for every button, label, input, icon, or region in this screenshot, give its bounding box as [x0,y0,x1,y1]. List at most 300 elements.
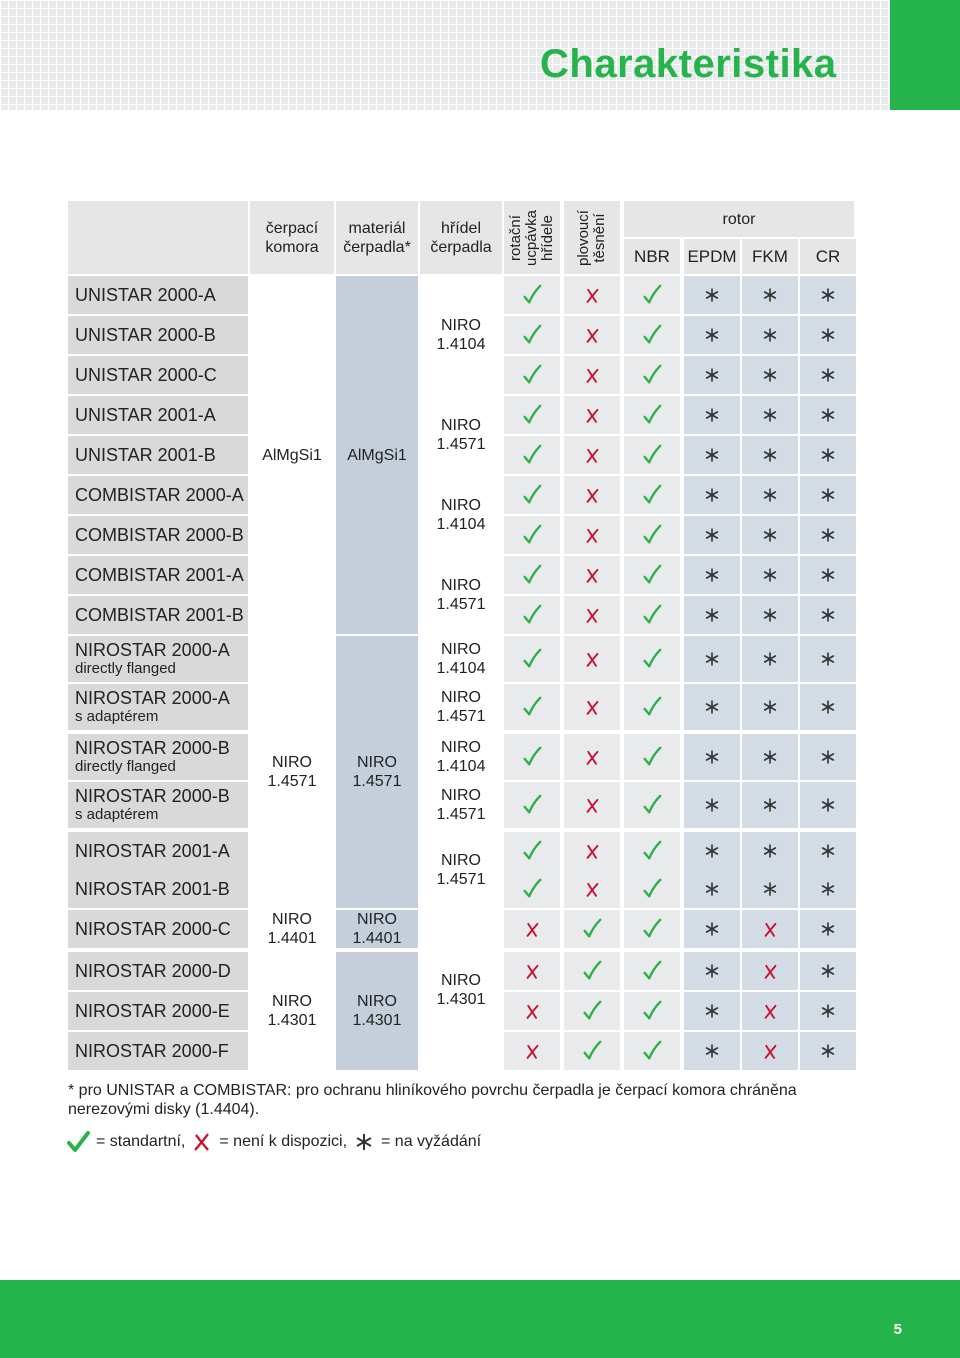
material-value: NIRO 1.4401 [352,911,402,947]
symbol-cell [504,952,560,990]
symbol-cell [564,636,620,682]
cross-icon [762,962,779,981]
star-icon [704,607,720,623]
row-name-text: COMBISTAR 2001-A [75,565,244,585]
header-cr-label: CR [815,247,841,266]
symbol-cell [684,870,740,908]
header-green-block [890,0,960,110]
symbol-cell [504,684,560,730]
symbol-cell [624,396,680,434]
symbol-cell [684,952,740,990]
row-name-text: NIROSTAR 2000-B [75,738,230,758]
row-name-text: UNISTAR 2000-B [75,325,216,345]
check-icon [581,1039,603,1063]
star-icon [762,327,778,343]
symbol-cell [624,276,680,314]
header-material-label: materiál čerpadla* [343,219,411,256]
symbol-cell [800,316,856,354]
symbol-cell [742,952,798,990]
row-name-text: UNISTAR 2000-C [75,365,217,385]
symbol-cell [742,516,798,554]
symbol-cell [742,782,798,828]
star-icon [820,963,836,979]
symbol-cell [684,276,740,314]
star-icon [762,567,778,583]
komora-value: NIRO 1.4301 [267,993,317,1029]
header-nbr [624,239,680,274]
symbol-cell [684,992,740,1030]
symbol-cell [742,556,798,594]
check-icon [521,695,543,719]
check-icon [66,1130,90,1154]
symbol-cell [742,910,798,948]
row-name [68,1032,248,1070]
header-material [336,201,418,274]
symbol-cell [504,636,560,682]
symbol-cell [742,436,798,474]
legend [66,1130,487,1154]
star-icon [820,921,836,937]
check-icon [641,745,663,769]
symbol-cell [624,992,680,1030]
row-name-text: NIROSTAR 2001-B [75,879,230,899]
star-icon [820,527,836,543]
row-name [68,316,248,354]
star-icon [762,367,778,383]
cross-icon [584,326,601,345]
check-icon [521,363,543,387]
symbol-cell [742,684,798,730]
header-rotor-label: rotor [722,210,756,228]
row-name [68,684,248,730]
symbol-cell [624,556,680,594]
symbol-cell [742,870,798,908]
symbol-cell [800,684,856,730]
symbol-cell [684,356,740,394]
symbol-cell [742,396,798,434]
star-icon [820,1043,836,1059]
cross-icon [762,1042,779,1061]
cross-icon [584,650,601,669]
star-icon [704,407,720,423]
check-icon [521,483,543,507]
symbol-cell [564,396,620,434]
star-icon [704,487,720,503]
symbol-cell [564,832,620,870]
star-icon [820,407,836,423]
row-name-text: UNISTAR 2001-A [75,405,216,425]
check-icon [521,603,543,627]
header-komora-label: čerpací komora [265,219,319,256]
cross-icon [584,880,601,899]
star-icon [820,843,836,859]
star-icon [704,1003,720,1019]
symbol-cell [624,596,680,634]
symbol-cell [564,870,620,908]
star-icon [820,699,836,715]
hridel-cell [420,832,502,908]
symbol-cell [504,396,560,434]
symbol-cell [684,556,740,594]
hridel-value: NIRO 1.4571 [436,689,486,725]
symbol-cell [800,556,856,594]
symbol-cell [624,910,680,948]
row-name-text: UNISTAR 2001-B [75,445,216,465]
row-name [68,782,248,828]
star-icon [704,749,720,765]
symbol-cell [684,1032,740,1070]
symbol-cell [504,436,560,474]
star-icon [820,487,836,503]
row-subname-text: directly flanged [75,660,176,677]
symbol-cell [624,436,680,474]
check-icon [521,793,543,817]
symbol-cell [800,952,856,990]
symbol-cell [624,952,680,990]
check-icon [521,523,543,547]
row-name-text: COMBISTAR 2000-A [75,485,244,505]
star-icon [820,797,836,813]
header-fkm-label: FKM [752,247,788,266]
symbol-cell [684,636,740,682]
symbol-cell [800,992,856,1030]
symbol-cell [504,276,560,314]
check-icon [641,917,663,941]
symbol-cell [624,684,680,730]
row-name-text: NIROSTAR 2000-D [75,961,231,981]
material-cell [336,952,418,1070]
star-icon [762,699,778,715]
star-icon [762,407,778,423]
symbol-cell [800,476,856,514]
star-icon [704,843,720,859]
hridel-value: NIRO 1.4571 [436,852,486,888]
star-icon [704,797,720,813]
material-value: NIRO 1.4301 [352,993,402,1029]
cross-icon [584,446,601,465]
page-title: Charakteristika [540,42,837,86]
check-icon [641,999,663,1023]
header-rotor [624,201,854,237]
symbol-cell [504,596,560,634]
star-icon [762,797,778,813]
star-icon [762,607,778,623]
star-icon [820,607,836,623]
komora-value: NIRO 1.4571 [267,754,317,790]
check-icon [641,523,663,547]
cross-icon [584,566,601,585]
header-fkm [742,239,798,274]
header-nbr-label: NBR [634,247,670,266]
check-icon [521,403,543,427]
row-name [68,276,248,314]
symbol-cell [504,782,560,828]
header-ucpavka-label: rotační ucpávka hřídele [507,209,556,266]
hridel-value: NIRO 1.4104 [436,739,486,775]
check-icon [581,999,603,1023]
material-cell [336,276,418,634]
symbol-cell [564,436,620,474]
cross-icon [584,366,601,385]
symbol-cell [564,952,620,990]
row-subname-text: s adaptérem [75,806,159,823]
symbol-cell [800,396,856,434]
star-icon [704,327,720,343]
symbol-cell [742,734,798,780]
star-icon [704,963,720,979]
hridel-cell [420,396,502,474]
row-subname-text: directly flanged [75,758,176,775]
legend-standard: = standartní, [96,1133,186,1150]
cross-icon [584,842,601,861]
cross-icon [584,796,601,815]
star-icon [704,1043,720,1059]
check-icon [521,839,543,863]
symbol-cell [564,734,620,780]
symbol-cell [624,870,680,908]
star-icon [704,921,720,937]
check-icon [641,1039,663,1063]
hridel-cell [420,636,502,682]
hridel-cell [420,476,502,554]
header-cr [800,239,856,274]
star-icon [820,749,836,765]
symbol-cell [800,832,856,870]
check-icon [521,323,543,347]
komora-cell [250,952,334,1070]
header-epdm-label: EPDM [687,247,737,266]
star-icon [704,527,720,543]
star-icon [762,881,778,897]
symbol-cell [624,516,680,554]
row-name-text: COMBISTAR 2000-B [75,525,244,545]
row-subname-text: s adaptérem [75,708,159,725]
row-name [68,516,248,554]
check-icon [641,323,663,347]
check-icon [581,959,603,983]
star-icon [762,651,778,667]
row-name [68,436,248,474]
material-cell [336,910,418,948]
hridel-cell [420,684,502,730]
hridel-value: NIRO 1.4301 [436,972,486,1008]
hridel-value: NIRO 1.4104 [436,641,486,677]
cross-icon [524,962,541,981]
cross-icon [584,486,601,505]
symbol-cell [800,734,856,780]
row-name-text: NIROSTAR 2000-F [75,1041,229,1061]
symbol-cell [564,276,620,314]
symbol-cell [624,356,680,394]
symbol-cell [684,316,740,354]
symbol-cell [504,516,560,554]
hridel-cell [420,782,502,828]
row-name-text: NIROSTAR 2000-E [75,1001,230,1021]
star-icon [704,881,720,897]
symbol-cell [564,556,620,594]
symbol-cell [504,832,560,870]
row-name-text: COMBISTAR 2001-B [75,605,244,625]
symbol-cell [564,516,620,554]
symbol-cell [564,910,620,948]
symbol-cell [564,1032,620,1070]
star-icon [762,843,778,859]
hridel-value: NIRO 1.4104 [436,317,486,353]
symbol-cell [564,596,620,634]
header-plovouci [564,201,620,274]
hridel-cell [420,556,502,634]
hridel-cell [420,734,502,780]
check-icon [521,647,543,671]
star-icon [762,527,778,543]
symbol-cell [742,356,798,394]
symbol-cell [684,476,740,514]
cross-icon [584,698,601,717]
symbol-cell [800,436,856,474]
star-icon [704,651,720,667]
row-name-text: NIROSTAR 2001-A [75,841,230,861]
check-icon [641,443,663,467]
symbol-cell [684,684,740,730]
row-name-text: NIROSTAR 2000-A [75,640,230,660]
star-icon [704,447,720,463]
symbol-cell [684,910,740,948]
symbol-cell [504,316,560,354]
star-icon [704,699,720,715]
header-epdm [684,239,740,274]
cross-icon [193,1133,211,1151]
hridel-value: NIRO 1.4104 [436,497,486,533]
cross-icon [524,1042,541,1061]
symbol-cell [564,476,620,514]
star-icon [820,567,836,583]
symbol-cell [504,556,560,594]
check-icon [641,563,663,587]
cross-icon [584,748,601,767]
symbol-cell [742,1032,798,1070]
header-corner [68,201,248,274]
row-name [68,734,248,780]
row-name [68,636,248,682]
symbol-cell [624,316,680,354]
star-icon [820,367,836,383]
row-name-text: NIROSTAR 2000-C [75,919,231,939]
symbol-cell [800,356,856,394]
symbol-cell [684,516,740,554]
komora-value: NIRO 1.4401 [267,911,317,947]
symbol-cell [684,832,740,870]
symbol-cell [564,684,620,730]
symbol-cell [504,476,560,514]
symbol-cell [684,396,740,434]
star-icon [355,1133,373,1151]
symbol-cell [742,476,798,514]
symbol-cell [624,1032,680,1070]
symbol-cell [684,596,740,634]
symbol-cell [800,276,856,314]
check-icon [641,647,663,671]
check-icon [581,917,603,941]
symbol-cell [624,832,680,870]
row-name [68,476,248,514]
symbol-cell [504,992,560,1030]
cross-icon [762,920,779,939]
star-icon [820,881,836,897]
symbol-cell [684,734,740,780]
symbol-cell [742,832,798,870]
header-plovouci-label: plovoucí těsnění [575,209,608,266]
check-icon [521,745,543,769]
legend-on-request: = na vyžádání [381,1133,482,1150]
legend-not-available: = není k dispozici, [219,1133,348,1150]
symbol-cell [800,516,856,554]
symbol-cell [800,782,856,828]
check-icon [641,839,663,863]
hridel-value: NIRO 1.4571 [436,417,486,453]
hridel-value: NIRO 1.4571 [436,787,486,823]
material-cell [336,636,418,908]
cross-icon [524,1002,541,1021]
check-icon [641,483,663,507]
footnote: * pro UNISTAR a COMBISTAR: pro ochranu hliníkového povrchu čerpadla je čerpací komora chráněna nerezovými disky (1.4404). [68,1082,797,1118]
symbol-cell [742,316,798,354]
check-icon [641,877,663,901]
cross-icon [524,920,541,939]
star-icon [762,749,778,765]
check-icon [641,283,663,307]
symbol-cell [624,734,680,780]
check-icon [521,443,543,467]
row-name [68,396,248,434]
star-icon [762,447,778,463]
symbol-cell [800,596,856,634]
row-name-text: NIROSTAR 2000-A [75,688,230,708]
check-icon [641,793,663,817]
row-name [68,910,248,948]
symbol-cell [800,870,856,908]
symbol-cell [800,636,856,682]
row-name [68,992,248,1030]
symbol-cell [684,782,740,828]
star-icon [704,567,720,583]
symbol-cell [564,316,620,354]
komora-cell [250,636,334,908]
star-icon [820,287,836,303]
check-icon [521,283,543,307]
symbol-cell [624,782,680,828]
footer-green-band [0,1280,960,1358]
symbol-cell [564,782,620,828]
cross-icon [584,526,601,545]
star-icon [820,327,836,343]
komora-cell [250,276,334,634]
check-icon [521,877,543,901]
symbol-cell [742,276,798,314]
symbol-cell [504,734,560,780]
symbol-cell [742,636,798,682]
komora-cell [250,910,334,948]
star-icon [704,367,720,383]
row-name [68,952,248,990]
hridel-cell [420,910,502,1070]
symbol-cell [684,436,740,474]
symbol-cell [504,870,560,908]
row-name [68,596,248,634]
symbol-cell [504,1032,560,1070]
star-icon [762,287,778,303]
check-icon [641,959,663,983]
cross-icon [584,286,601,305]
